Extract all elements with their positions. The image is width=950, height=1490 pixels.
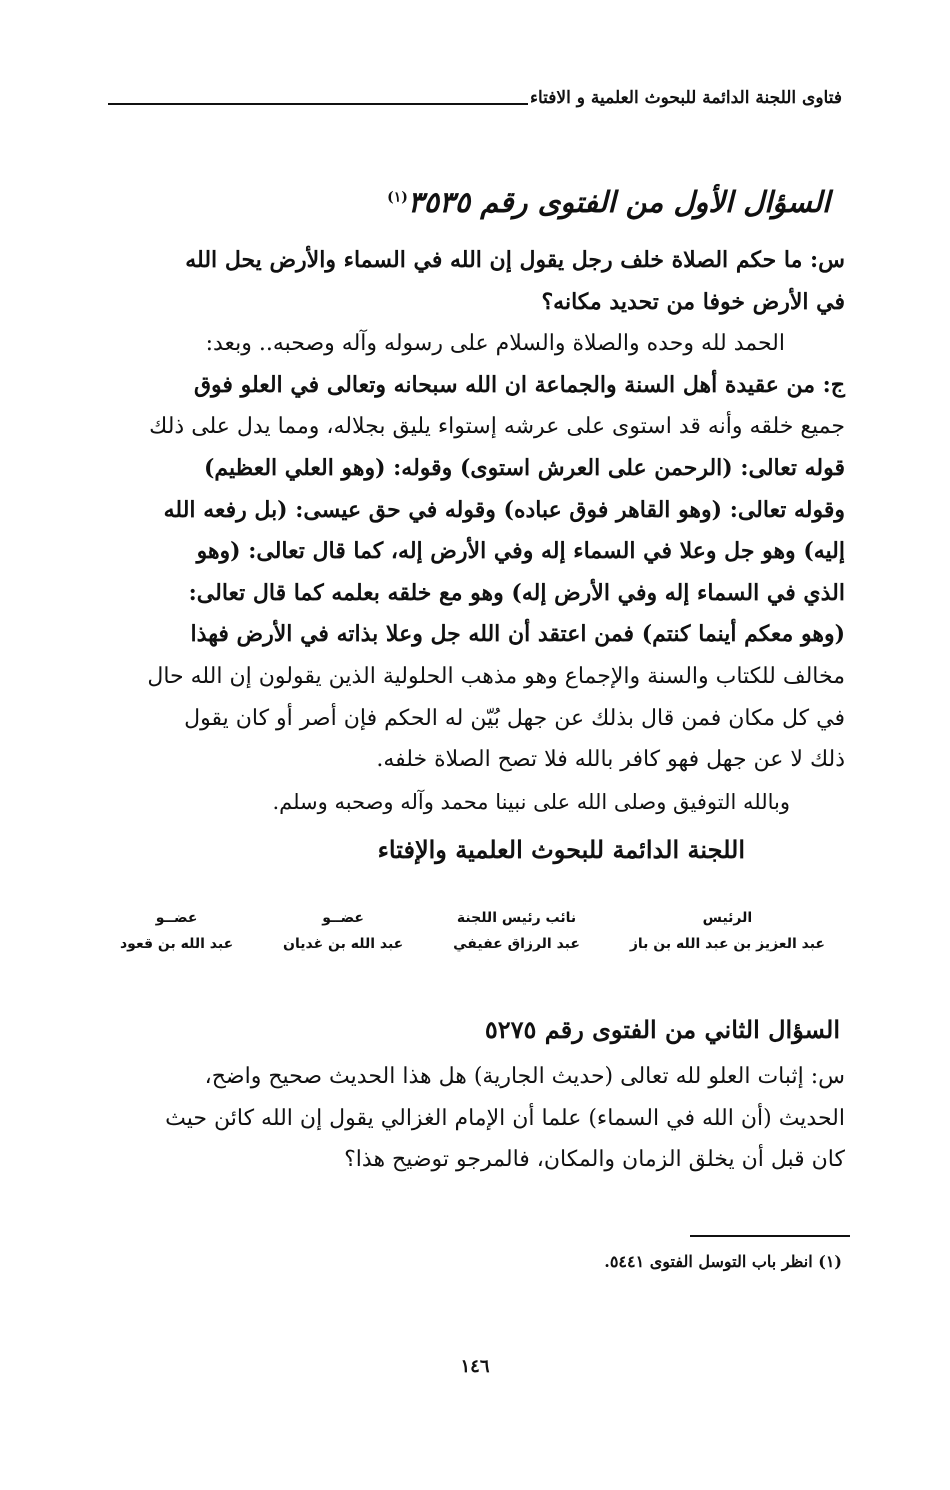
signature-block	[120, 910, 825, 952]
fatwa-1-line: في كل مكان فمن قال بذلك عن جهل بُيّن له الحكم فإن أصر أو كان يقول	[184, 705, 845, 731]
header-rule	[108, 103, 528, 105]
footnote: (١) انظر باب التوسل الفتوى ٥٤٤١.	[604, 1252, 842, 1271]
signature-name: عبد الله بن قعود	[120, 936, 234, 952]
fatwa-1-line: ذلك لا عن جهل فهو كافر بالله فلا تصح الصلاة خلفه.	[376, 747, 845, 773]
footnote-rule	[690, 1235, 850, 1237]
fatwa-2-line: الحديث (أن الله في السماء) علما أن الإمام الغزالي يقول إن الله كائن حيث	[165, 1105, 845, 1131]
fatwa-1-line: س: ما حكم الصلاة خلف رجل يقول إن الله في السماء والأرض يحل الله	[185, 247, 845, 273]
fatwa-1-line: جميع خلقه وأنه قد استوى على عرشه إستواء يليق بجلاله، ومما يدل على ذلك	[149, 414, 845, 440]
signature-role: عضــو	[322, 910, 364, 926]
fatwa-1-line: مخالف للكتاب والسنة والإجماع وهو مذهب الحلولية الذين يقولون إن الله حال	[147, 663, 845, 689]
signature-vice-president	[453, 910, 580, 952]
signature-president	[630, 910, 825, 952]
page-number: ١٤٦	[460, 1356, 490, 1377]
fatwa-1-title	[387, 185, 830, 219]
fatwa-1-line: قوله تعالى: (الرحمن على العرش استوى) وقوله: (وهو العلي العظيم)	[203, 454, 845, 481]
running-header: فتاوى اللجنة الدائمة للبحوث العلمية و الافتاء	[530, 88, 842, 108]
fatwa-1-body	[100, 240, 845, 781]
signature-role: عضــو	[155, 910, 198, 926]
signature-member	[120, 910, 233, 952]
fatwa-1-closing: وبالله التوفيق وصلى الله على نبينا محمد وآله وصحبه وسلم.	[272, 790, 790, 814]
fatwa-2-line: كان قبل أن يخلق الزمان والمكان، فالمرجو توضيح هذا؟	[344, 1147, 845, 1173]
fatwa-2-title: السؤال الثاني من الفتوى رقم ٥٢٧٥	[484, 1015, 840, 1044]
signature-name: عبد الله بن غديان	[283, 936, 404, 952]
fatwa-1-line: وقوله تعالى: (وهو القاهر فوق عباده) وقوله في حق عيسى: (بل رفعه الله	[163, 496, 845, 523]
fatwa-1-title-text: السؤال الأول من الفتوى رقم ٣٥٣٥	[407, 185, 830, 219]
fatwa-1-line: في الأرض خوفا من تحديد مكانه؟	[541, 288, 845, 315]
fatwa-1-line: الذي في السماء إله وفي الأرض إله) وهو مع خلقه بعلمه كما قال تعالى:	[188, 579, 845, 606]
signature-role: الرئيس	[702, 910, 753, 926]
fatwa-1-line: ج: من عقيدة أهل السنة والجماعة ان الله سبحانه وتعالى في العلو فوق	[193, 371, 845, 398]
fatwa-1-line: (وهو معكم أينما كنتم) فمن اعتقد أن الله جل وعلا بذاته في الأرض فهذا	[190, 621, 845, 648]
signature-role: نائب رئيس اللجنة	[456, 910, 577, 926]
fatwa-2-body	[100, 1056, 845, 1181]
fatwa-1-line: الحمد لله وحده والصلاة والسلام على رسوله وآله وصحبه.. وبعد:	[205, 331, 785, 357]
signature-name: عبد الرزاق عفيفي	[453, 936, 580, 952]
committee-name: اللجنة الدائمة للبحوث العلمية والإفتاء	[377, 835, 745, 864]
signature-member	[283, 910, 403, 952]
footnote-marker: (١)	[387, 189, 408, 206]
fatwa-1-line: إليه) وهو جل وعلا في السماء إله وفي الأرض إله، كما قال تعالى: (وهو	[196, 538, 845, 565]
fatwa-2-line: س: إثبات العلو لله تعالى (حديث الجارية) هل هذا الحديث صحيح واضح،	[204, 1064, 845, 1089]
signature-name: عبد العزيز بن عبد الله بن باز	[629, 936, 825, 952]
